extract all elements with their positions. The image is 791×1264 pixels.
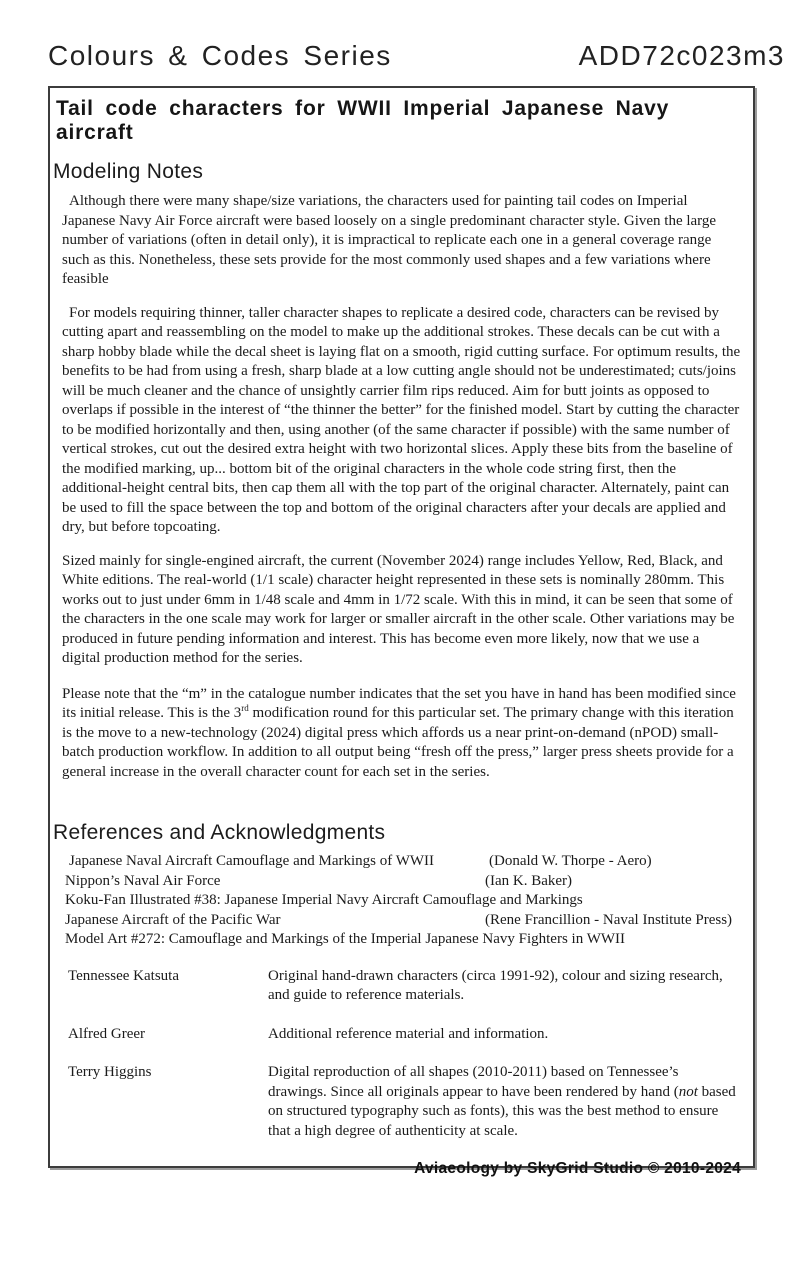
catalog-number: ADD72c023m3 <box>578 40 785 71</box>
reference-credit: (Rene Francillion - Naval Institute Press) <box>485 911 733 928</box>
instruction-sheet-box <box>48 86 755 1177</box>
modeling-notes-paragraph-2: For models requiring thinner, taller character shapes to replicate a desired code, characters can be revised by cutting apart and reassembling on the model to make up the additional strokes. These decals can be cut with a sharp hobby blade while the decal sheet is laying flat on a smooth, rigid cutting surface. For optimum results, the benefits to be had from using a fresh, sharp blade at a low cutting angle should not be underestimated; cuts/joins will be much cleaner and the chance of unsightly carrier film rips reduced. Aim for butt joints as opposed to overlaps if possible in the interest of “the thinner the better” for the finished model. Start by cutting the character to be modified horizontally and then, using another (of the same character if possible) with the same number of vertical strokes, cut out the desired extra height with two horizontal slices. Apply these bits from the baseline of the modified marking, up... bottom bit of the original characters in the whole code string first, then the additional-height central bits, then cap them all with the top part of the original character. Alternately, paint can be used to fill the space between the top and bottom of the original characters after your decals are applied and dry, but before topcoating. <box>62 304 741 535</box>
reference-item <box>62 852 741 872</box>
contributor-name: Terry Higgins <box>68 1064 152 1080</box>
series-title: Colours & Codes Series <box>48 40 392 71</box>
contributor-name: Alfred Greer <box>68 1025 146 1042</box>
ordinal-superscript: rd <box>241 703 249 713</box>
contributor-description <box>268 1063 741 1141</box>
contributor-row <box>62 1063 741 1141</box>
contributor-row <box>62 1025 741 1045</box>
page-header <box>48 40 785 72</box>
contributor-description: Additional reference material and information. <box>268 1025 549 1042</box>
modeling-notes-paragraph-4 <box>62 685 741 783</box>
paragraph-4-text-end: modification round for this particular set. The primary change with this iteration is the move to a new-technology (2024) digital press which affords us a near print-on-demand (nPOD) small-batch production workflow. In addition to all output being “fresh off the press,” larger press sheets provide for a general increase in the overall character count for each set in the series. <box>62 705 734 780</box>
sheet-title: Tail code characters for WWII Imperial Japanese Navy aircraft <box>56 97 670 144</box>
reference-title: Koku-Fan Illustrated #38: Japanese Imperial Navy Aircraft Camouflage and Markings <box>65 892 583 908</box>
contributor-name: Tennessee Katsuta <box>68 967 179 984</box>
contributors-list <box>62 967 741 1161</box>
references-heading: References and Acknowledgments <box>53 821 386 844</box>
reference-item <box>62 930 741 950</box>
modeling-notes-heading: Modeling Notes <box>53 160 204 183</box>
reference-credit: (Ian K. Baker) <box>485 872 573 889</box>
contributor-row <box>62 967 741 1006</box>
contribution-emphasis: not <box>678 1083 698 1100</box>
paragraph-4-text-start: Please note that the “m” in the catalogue number indicates that the set you have in hand has been modified since its initial release. This is the 3 <box>62 685 736 721</box>
reference-item <box>62 911 741 931</box>
reference-item <box>62 872 741 892</box>
contribution-text-end: based on structured typography such as fonts), this was the best method to ensure that a high degree of authenticity at scale. <box>268 1083 736 1139</box>
reference-title: Nippon’s Naval Air Force <box>65 872 221 889</box>
modeling-notes-paragraph-1: Although there were many shape/size variations, the characters used for painting tail codes on Imperial Japanese Navy Air Force aircraft were based loosely on a single predominant character style. Given the large number of variations (often in detail only), it is impractical to replicate each one in a general coverage range such as this. Nonetheless, these sets provide for the most commonly used shapes and a few variations where feasible <box>62 193 717 287</box>
modeling-notes-paragraph-3: Sized mainly for single-engined aircraft, the current (November 2024) range includes Yellow, Red, Black, and White editions. The real-world (1/1 scale) character height represented in these sets is nominally 280mm. This works out to just under 6mm in 1/48 scale and 4mm in 1/72 scale. With this in mind, it can be seen that some of the characters in the one scale may work for larger or smaller aircraft in the other scale. Other variations may be produced in future pending information and interest. This has become even more likely, now that we use a digital production method for the series. <box>62 552 735 666</box>
reference-credit: (Donald W. Thorpe - Aero) <box>489 853 652 869</box>
reference-title: Japanese Naval Aircraft Camouflage and Markings of WWII <box>69 853 435 869</box>
contributor-description: Original hand-drawn characters (circa 1991-92), colour and sizing research, and guide to reference materials. <box>268 967 723 1003</box>
contribution-text-start: Digital reproduction of all shapes (2010-2011) based on Tennessee’s drawings. Since all originals appear to have been rendered by hand ( <box>268 1064 679 1100</box>
reference-item <box>62 891 741 911</box>
publisher-copyright: Aviaeology by SkyGrid Studio © 2010-2024 <box>414 1160 741 1177</box>
reference-title: Model Art #272: Camouflage and Markings of the Imperial Japanese Navy Fighters in WWII <box>65 931 626 947</box>
reference-title: Japanese Aircraft of the Pacific War <box>65 911 281 928</box>
references-list <box>62 852 741 950</box>
